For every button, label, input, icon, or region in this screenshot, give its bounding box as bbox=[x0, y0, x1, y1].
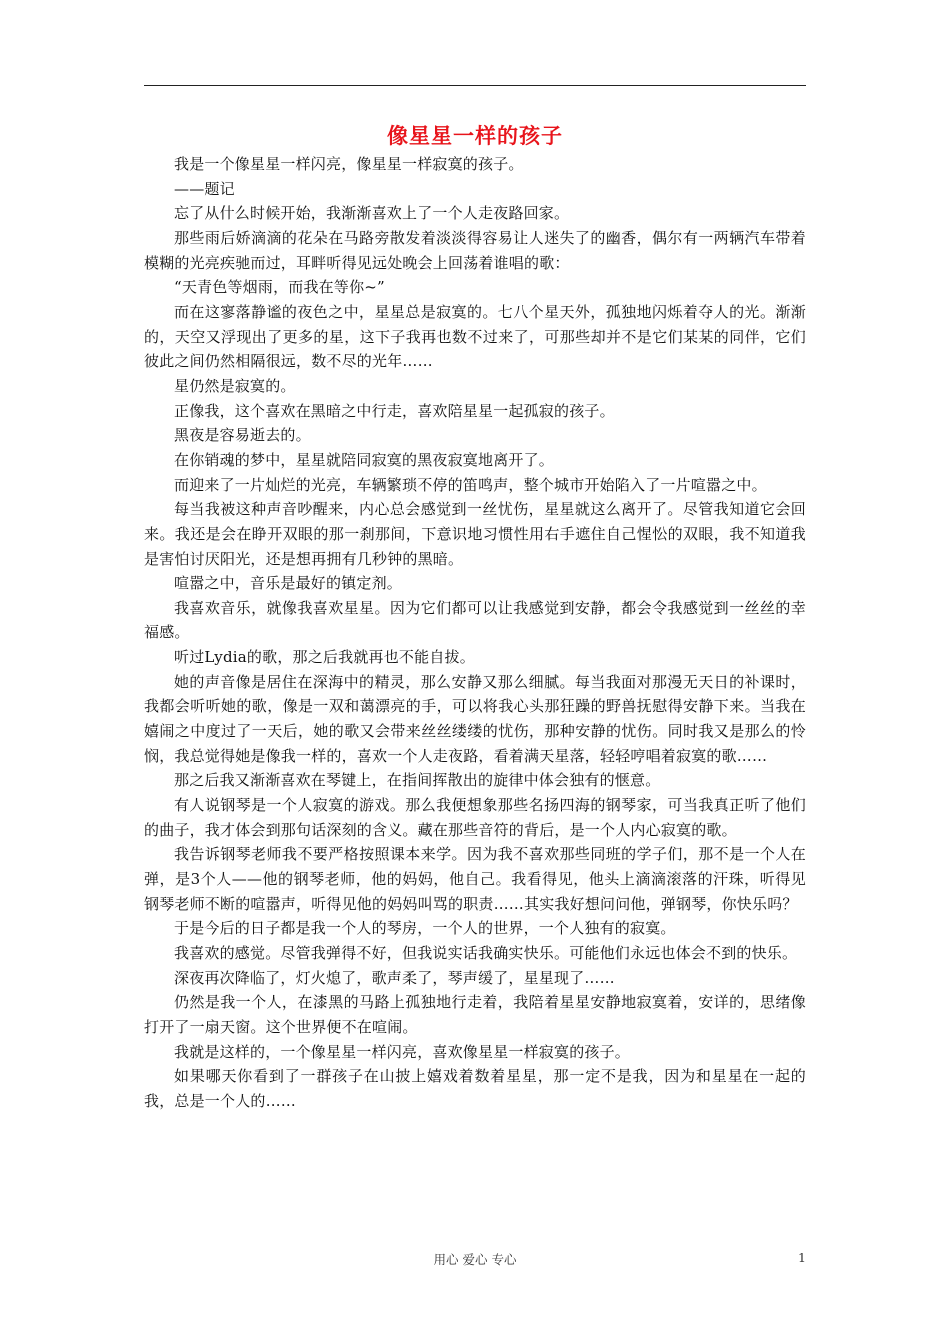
paragraph: 于是今后的日子都是我一个人的琴房，一个人的世界，一个人独有的寂寞。 bbox=[174, 919, 676, 938]
paragraph: 喧嚣之中，音乐是最好的镇定剂。 bbox=[174, 574, 403, 593]
paragraph: 有人说钢琴是一个人寂寞的游戏。那么我便想象那些名扬四海的钢琴家，可当我真正听了他们的曲子，我才体会到那句话深刻的含义。藏在那些音符的背后，是一个人内心寂寞的歌。 bbox=[144, 796, 806, 839]
paragraph: 正像我，这个喜欢在黑暗之中行走，喜欢陪星星一起孤寂的孩子。 bbox=[174, 401, 615, 420]
paragraph: 星仍然是寂寞的。 bbox=[174, 376, 296, 395]
paragraph: 如果哪天你看到了一群孩子在山披上嬉戏着数着星星，那一定不是我，因为和星星在一起的我，总是一个人的…… bbox=[144, 1067, 806, 1110]
paragraph: 她的声音像是居住在深海中的精灵，那么安静又那么细腻。每当我面对那漫无天日的补课时，我都会听听她的歌，像是一双和蔼漂亮的手，可以将我心头那狂躁的野兽抚慰得安静下来。当我在嬉闹之中度过了一天后，她的歌又会带来丝丝缕缕的忧伤，那种安静的忧伤。同时我又是那么的怜悯，我总觉得她是像我一样的，喜欢一个人走夜路，看着满天星落，轻轻哼唱着寂寞的歌…… bbox=[144, 672, 806, 765]
paragraph: 我是一个像星星一样闪亮，像星星一样寂寞的孩子。 bbox=[174, 155, 524, 173]
paragraph: 我喜欢音乐，就像我喜欢星星。因为它们都可以让我感觉到安静，都会令我感觉到一丝丝的幸福感。 bbox=[144, 598, 806, 642]
song-quote: “天青色等烟雨，而我在等你~” bbox=[174, 278, 385, 297]
paragraph: 我告诉钢琴老师我不要严格按照课本来学。因为我不喜欢那些同班的学子们，那不是一个人在弹，是3个人——他的钢琴老师，他的妈妈，他自己。我看得见，他头上滴滴滚落的汗珠，听得见钢琴老师不断的喧嚣声，听得见他的妈妈叫骂的职责……其实我好想问问他，弹钢琴，你快乐吗？ bbox=[144, 845, 806, 913]
paragraph: 而在这寥落静谧的夜色之中，星星总是寂寞的。七八个星天外，孤独地闪烁着夺人的光。渐渐的，天空又浮现出了更多的星，这下子我再也数不过来了，可那些却并不是它们某某的同伴，它们彼此之间仍然相隔很远，数不尽的光年…… bbox=[144, 302, 806, 371]
footer-slogan: 用心 爱心 专心 bbox=[433, 1252, 517, 1267]
article-body bbox=[144, 152, 806, 1114]
paragraph: 而迎来了一片灿烂的光亮，车辆繁琐不停的笛鸣声，整个城市开始陷入了一片喧嚣之中。 bbox=[174, 475, 767, 494]
paragraph: 在你销魂的梦中，星星就陪同寂寞的黑夜寂寞地离开了。 bbox=[174, 450, 555, 469]
paragraph: 黑夜是容易逝去的。 bbox=[174, 426, 311, 445]
paragraph: 我就是这样的，一个像星星一样闪亮，喜欢像星星一样寂寞的孩子。 bbox=[174, 1042, 631, 1061]
paragraph: 每当我被这种声音吵醒来，内心总会感觉到一丝忧伤，星星就这么离开了。尽管我知道它会回来。我还是会在睁开双眼的那一刹那间，下意识地习惯性用右手遮住自己惺忪的双眼，我不知道我是害怕讨厌阳光，还是想再拥有几秒钟的黑暗。 bbox=[144, 500, 806, 568]
paragraph: 那些雨后娇滴滴的花朵在马路旁散发着淡淡得容易让人迷失了的幽香，偶尔有一两辆汽车带着模糊的光亮疾驰而过，耳畔听得见远处晚会上回荡着谁唱的歌： bbox=[144, 228, 806, 272]
paragraph: 深夜再次降临了，灯火熄了，歌声柔了，琴声缓了，星星现了…… bbox=[174, 968, 615, 987]
paragraph: 忘了从什么时候开始，我渐渐喜欢上了一个人走夜路回家。 bbox=[174, 204, 570, 223]
epigraph-attribution: ——题记 bbox=[174, 179, 235, 198]
page-number: 1 bbox=[798, 1250, 806, 1265]
paragraph: 我喜欢的感觉。尽管我弹得不好，但我说实话我确实快乐。可能他们永远也体会不到的快乐。 bbox=[174, 944, 798, 962]
paragraph: 听过Lydia的歌，那之后我就再也不能自拔。 bbox=[174, 648, 475, 667]
header-rule bbox=[144, 85, 806, 86]
paragraph: 仍然是我一个人，在漆黑的马路上孤独地行走着，我陪着星星安静地寂寞着，安详的，思绪像打开了一扇天窗。这个世界便不在喧闹。 bbox=[144, 993, 806, 1036]
page-title: 像星星一样的孩子 bbox=[387, 123, 563, 148]
paragraph: 那之后我又渐渐喜欢在琴键上，在指间挥散出的旋律中体会独有的惬意。 bbox=[174, 771, 661, 790]
